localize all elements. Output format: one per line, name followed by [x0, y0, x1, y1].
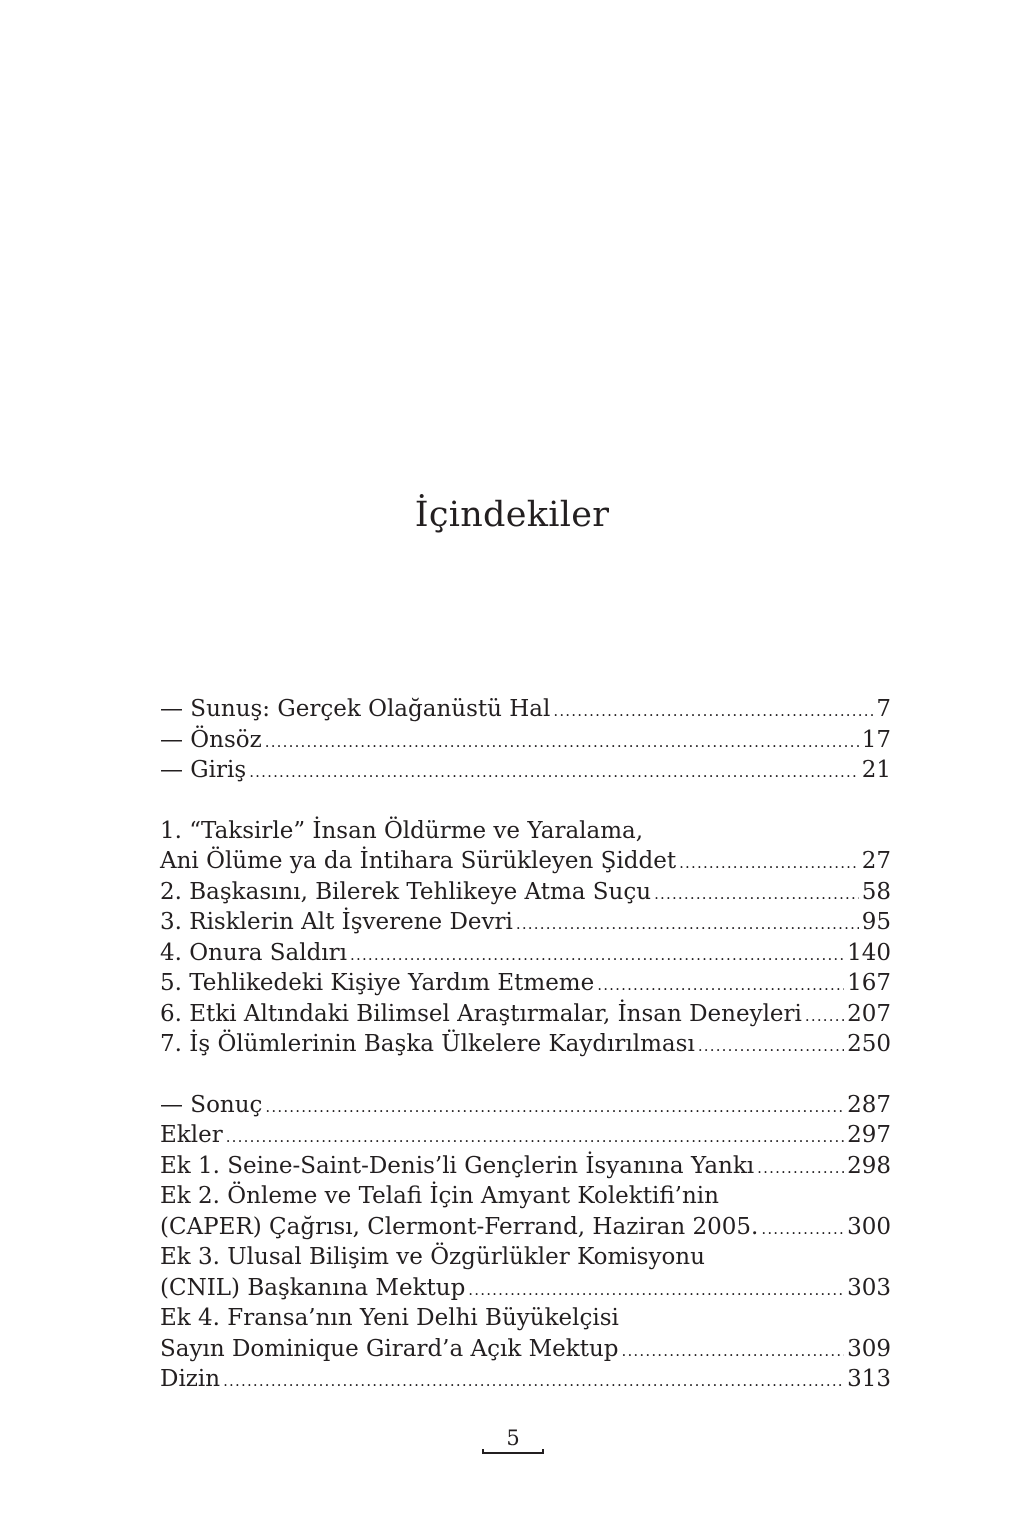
toc-group [160, 816, 891, 1060]
toc-entry-title: Ek 1. Seine-Saint-Denis’li Gençlerin İsyanına Yankı [160, 1152, 755, 1179]
toc-entry-page: 309 [847, 1335, 891, 1362]
toc-entry [160, 877, 891, 908]
toc-entry-page: 7 [876, 696, 891, 722]
toc-entry-title: Ani Ölüme ya da İntihara Sürükleyen Şiddet [160, 848, 677, 874]
toc-entry-title: (CNIL) Başkanına Mektup [160, 1274, 466, 1301]
toc-leader-dots [761, 1214, 844, 1245]
toc-entry [160, 968, 891, 999]
toc-entry [160, 755, 891, 786]
toc-entry-title: — Giriş [160, 757, 247, 783]
toc-group [160, 1090, 891, 1395]
toc-entry-page: 167 [847, 970, 891, 996]
toc-entry [160, 694, 891, 725]
toc-entry-title: 4. Onura Saldırı [160, 939, 348, 966]
toc-entry-title: Dizin [160, 1366, 221, 1392]
toc-leader-dots [805, 1001, 844, 1032]
toc-entry-lead: Ek 2. Önleme ve Telafi İçin Amyant Kolektifi’nin [160, 1183, 719, 1209]
toc-entry-lead: Ek 3. Ulusal Bilişim ve Özgürlükler Komisyonu [160, 1244, 705, 1270]
toc-entry-page: 297 [847, 1122, 891, 1148]
toc-leader-dots [265, 1092, 844, 1123]
toc-entry-lead: Ek 4. Fransa’nın Yeni Delhi Büyükelçisi [160, 1305, 619, 1331]
toc-entry-page: 298 [847, 1152, 891, 1179]
toc-leader-dots [698, 1031, 844, 1062]
toc-entry [160, 1364, 891, 1395]
toc-leader-dots [249, 757, 859, 788]
toc-entry-title: Sayın Dominique Girard’a Açık Mektup [160, 1335, 619, 1362]
toc-entry-title: 5. Tehlikedeki Kişiye Yardım Etmeme [160, 970, 595, 996]
toc-entry-lead: 1. “Taksirle” İnsan Öldürme ve Yaralama, [160, 817, 644, 844]
toc-leader-dots [223, 1366, 844, 1397]
toc-entry-title: 6. Etki Altındaki Bilimsel Araştırmalar, İnsan Deneyleri [160, 1000, 802, 1027]
toc-entry-page: 17 [861, 726, 891, 753]
page-number: 5 [506, 1426, 520, 1450]
toc-entry-title: 3. Risklerin Alt İşverene Devri [160, 909, 513, 935]
toc-entry-title: 7. İş Ölümlerinin Başka Ülkelere Kaydırılması [160, 1031, 695, 1057]
toc-leader-dots [265, 727, 859, 758]
toc-entry-page: 95 [861, 909, 891, 935]
toc-entry-title: — Önsöz [160, 726, 262, 753]
toc-entry [160, 1090, 891, 1121]
toc-entry-title: (CAPER) Çağrısı, Clermont-Ferrand, Haziran 2005. [160, 1213, 759, 1240]
toc-leader-dots [516, 909, 859, 940]
page-title: İçindekiler [414, 495, 610, 535]
toc-leader-dots [226, 1122, 844, 1153]
toc-leader-dots [597, 970, 844, 1001]
toc-entry-title: Ekler [160, 1122, 223, 1148]
toc-entry-page: 140 [847, 939, 891, 966]
toc-entry [160, 1151, 891, 1182]
toc-entry [160, 1029, 891, 1060]
toc-entry-page: 303 [847, 1274, 891, 1301]
toc-group [160, 694, 891, 786]
page-number-block [482, 1425, 544, 1455]
toc-entry-page: 207 [847, 1000, 891, 1027]
toc-entry [160, 1212, 891, 1243]
toc-entry [160, 999, 891, 1030]
toc-entry [160, 1334, 891, 1365]
page-number-bracket [482, 1449, 544, 1454]
toc-leader-dots [679, 848, 859, 879]
table-of-contents [160, 694, 891, 1425]
toc-leader-dots [757, 1153, 844, 1184]
toc-entry [160, 1273, 891, 1304]
toc-entry-page: 58 [861, 878, 891, 905]
toc-entry [160, 1120, 891, 1151]
toc-leader-dots [350, 940, 844, 971]
toc-entry-page: 313 [847, 1366, 891, 1392]
toc-entry-title: — Sunuş: Gerçek Olağanüstü Hal [160, 696, 551, 722]
toc-entry-page: 21 [861, 757, 891, 783]
toc-entry [160, 725, 891, 756]
toc-entry-page: 27 [861, 848, 891, 874]
toc-entry-page: 287 [847, 1091, 891, 1118]
toc-leader-dots [621, 1336, 844, 1367]
toc-leader-dots [654, 879, 859, 910]
toc-entry [160, 938, 891, 969]
toc-leader-dots [553, 696, 873, 727]
toc-leader-dots [468, 1275, 844, 1306]
toc-entry-page: 250 [847, 1031, 891, 1057]
toc-entry [160, 907, 891, 938]
toc-entry-page: 300 [847, 1213, 891, 1240]
toc-entry-title: — Sonuç [160, 1091, 263, 1118]
toc-entry [160, 846, 891, 877]
toc-entry-title: 2. Başkasını, Bilerek Tehlikeye Atma Suçu [160, 878, 652, 905]
